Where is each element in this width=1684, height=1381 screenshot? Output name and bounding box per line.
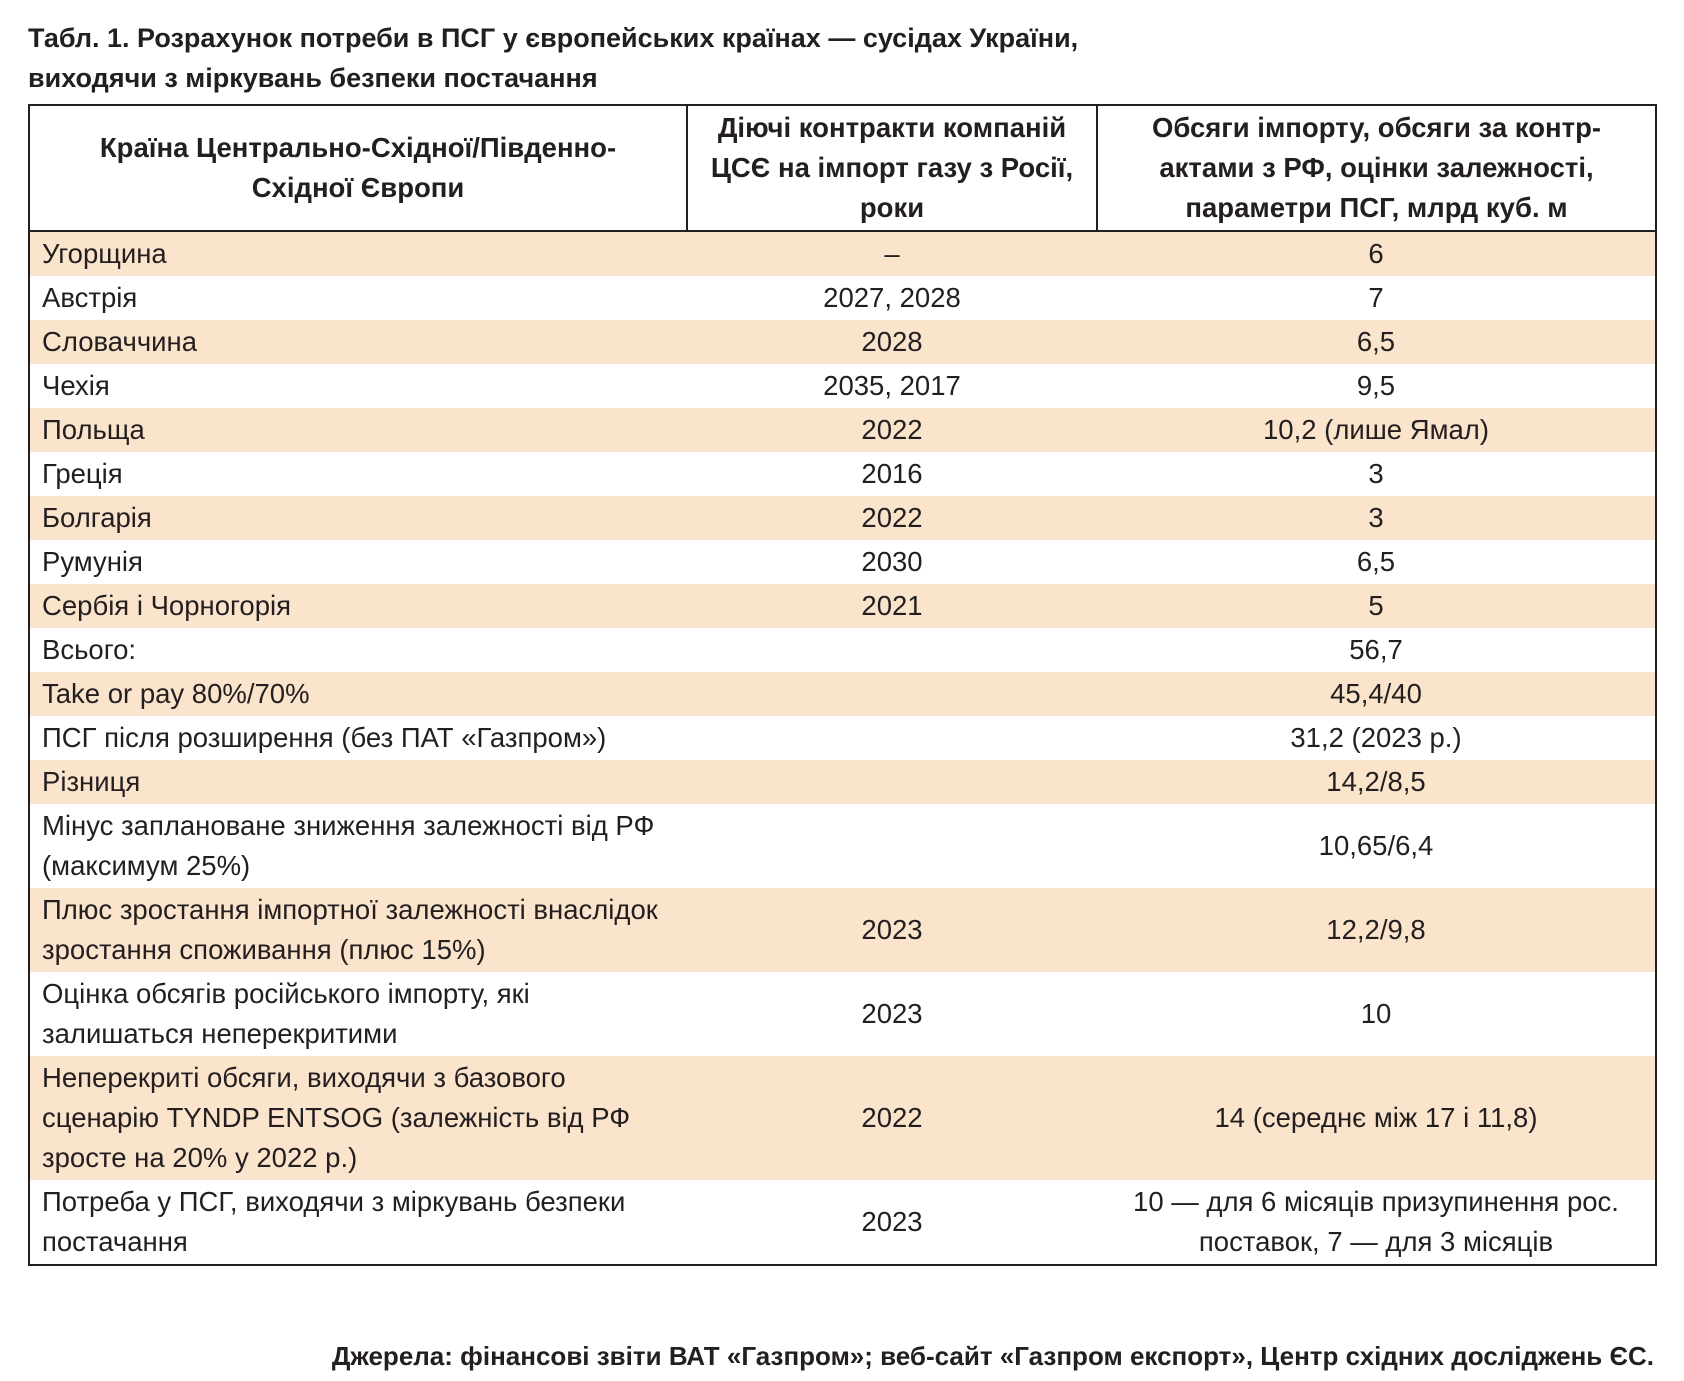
table-row — [29, 888, 1656, 972]
row-value: 6,5 — [1097, 320, 1656, 364]
sources-note: Джерела: фінансові звіти ВАТ «Газпром»; веб-сайт «Газпром експорт», Центр східних досліджень ЄС. — [331, 1341, 1654, 1371]
row-label: Сербія і Чорногорія — [29, 584, 687, 628]
row-value: 14,2/8,5 — [1097, 760, 1656, 804]
table-row — [29, 760, 1656, 804]
row-label: Чехія — [29, 364, 687, 408]
table-row — [29, 320, 1656, 364]
row-value: 10,2 (лише Ямал) — [1097, 408, 1656, 452]
row-label: Румунія — [29, 540, 687, 584]
row-value: 45,4/40 — [1097, 672, 1656, 716]
row-value: 9,5 — [1097, 364, 1656, 408]
row-years — [687, 716, 1097, 760]
row-label: Угорщина — [29, 231, 687, 276]
row-years: 2022 — [687, 496, 1097, 540]
header-contracts: Діючі контракти компаній ЦСЄ на імпорт газу з Росії, роки — [687, 105, 1097, 231]
row-years — [687, 672, 1097, 716]
row-value: 6 — [1097, 231, 1656, 276]
row-value: 6,5 — [1097, 540, 1656, 584]
row-value: 10 — для 6 місяців призупинення рос. поставок, 7 — для 3 місяців — [1097, 1180, 1656, 1265]
row-value: 3 — [1097, 452, 1656, 496]
row-years: 2016 — [687, 452, 1097, 496]
table-row — [29, 1056, 1656, 1180]
row-value: 56,7 — [1097, 628, 1656, 672]
row-label: Неперекриті обсяги, виходячи з базового сценарію TYNDP ENTSOG (залежність від РФ зросте на 20% у 2022 р.) — [29, 1056, 687, 1180]
row-label: Польща — [29, 408, 687, 452]
table-row — [29, 231, 1656, 276]
table-row — [29, 584, 1656, 628]
row-label: ПСГ після розширення (без ПАТ «Газпром») — [29, 716, 687, 760]
row-label: Греція — [29, 452, 687, 496]
header-row — [29, 105, 1656, 231]
row-value: 7 — [1097, 276, 1656, 320]
caption-line-2: виходячи з міркувань безпеки постачання — [28, 63, 598, 93]
table-row — [29, 364, 1656, 408]
row-value: 3 — [1097, 496, 1656, 540]
table-row — [29, 496, 1656, 540]
table-row — [29, 276, 1656, 320]
row-label: Болгарія — [29, 496, 687, 540]
header-volumes: Обсяги імпорту, обсяги за контр-актами з РФ, оцінки залежності, параметри ПСГ, млрд куб. м — [1097, 105, 1656, 231]
table-row — [29, 716, 1656, 760]
row-years: 2022 — [687, 408, 1097, 452]
row-value: 10 — [1097, 972, 1656, 1056]
row-label: Мінус заплановане зниження залежності від РФ (максимум 25%) — [29, 804, 687, 888]
row-years — [687, 760, 1097, 804]
row-years — [687, 628, 1097, 672]
psg-table — [28, 104, 1657, 1266]
caption-line-1: Табл. 1. Розрахунок потреби в ПСГ у європейських країнах — сусідах України, — [28, 23, 1079, 53]
row-value: 5 — [1097, 584, 1656, 628]
header-country: Країна Центрально-Східної/Південно-Східної Європи — [29, 105, 687, 231]
row-value: 12,2/9,8 — [1097, 888, 1656, 972]
row-years — [687, 804, 1097, 888]
row-years: 2023 — [687, 888, 1097, 972]
table-row — [29, 452, 1656, 496]
row-label: Take or pay 80%/70% — [29, 672, 687, 716]
row-value: 10,65/6,4 — [1097, 804, 1656, 888]
table-row — [29, 408, 1656, 452]
table-row — [29, 628, 1656, 672]
row-years: 2027, 2028 — [687, 276, 1097, 320]
row-label: Потреба у ПСГ, виходячи з міркувань безпеки постачання — [29, 1180, 687, 1265]
row-years: 2022 — [687, 1056, 1097, 1180]
row-label: Австрія — [29, 276, 687, 320]
row-years: 2035, 2017 — [687, 364, 1097, 408]
table-caption — [28, 18, 1628, 98]
row-value: 14 (середнє між 17 і 11,8) — [1097, 1056, 1656, 1180]
row-label: Плюс зростання імпортної залежності внаслідок зростання споживання (плюс 15%) — [29, 888, 687, 972]
row-label: Словаччина — [29, 320, 687, 364]
row-years: 2023 — [687, 1180, 1097, 1265]
row-label: Оцінка обсягів російського імпорту, які залишаться неперекритими — [29, 972, 687, 1056]
row-years: 2021 — [687, 584, 1097, 628]
table-row — [29, 1180, 1656, 1265]
row-label: Всього: — [29, 628, 687, 672]
row-years: 2023 — [687, 972, 1097, 1056]
row-years: 2028 — [687, 320, 1097, 364]
row-label: Різниця — [29, 760, 687, 804]
table-row — [29, 672, 1656, 716]
row-years: – — [687, 231, 1097, 276]
table-row — [29, 972, 1656, 1056]
row-value: 31,2 (2023 р.) — [1097, 716, 1656, 760]
row-years: 2030 — [687, 540, 1097, 584]
table-row — [29, 804, 1656, 888]
table-row — [29, 540, 1656, 584]
